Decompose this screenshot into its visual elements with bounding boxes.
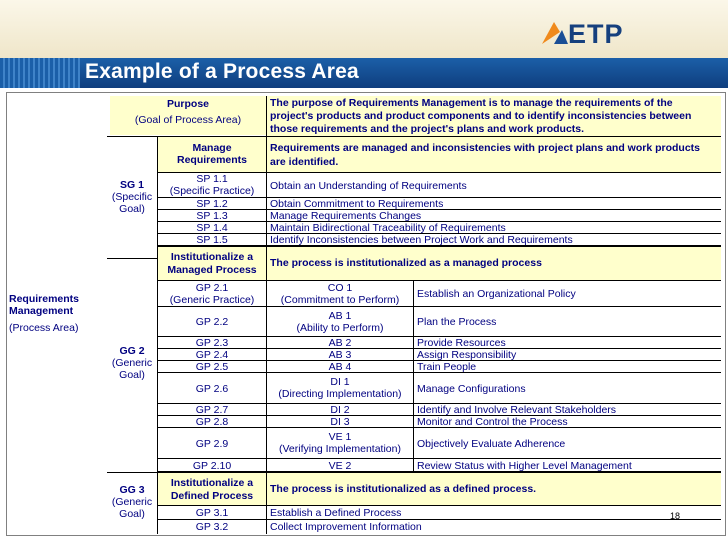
common-feature-id: AB 3 <box>266 349 413 361</box>
purpose-text: The purpose of Requirements Management is to manage the requirements of the project's products and product components and to identify inconsistencies between those requirements and the project's plans and work products. <box>266 96 721 136</box>
gp-id: GP 2.9 <box>157 428 266 459</box>
sg1-title: Manage Requirements <box>157 136 266 173</box>
common-feature-id: DI 1 <box>330 376 350 388</box>
sp-first-cell <box>157 173 266 198</box>
gp-desc: Review Status with Higher Level Management <box>413 459 721 472</box>
sg1-sub: (Specific Goal) <box>111 191 153 215</box>
sp-row-id: SP 1.2 <box>157 198 266 210</box>
gg2-label: GG 2 <box>119 345 145 357</box>
sp-row-id: SP 1.3 <box>157 210 266 222</box>
gp-sub: (Generic Practice) <box>169 294 255 306</box>
logo-text: ETP <box>568 19 624 49</box>
process-area-table <box>6 92 726 536</box>
common-feature-cell <box>266 428 413 459</box>
common-feature-id: VE 1 <box>328 431 352 443</box>
gp-id: GP 2.5 <box>157 361 266 373</box>
sp-row-id: SP 1.5 <box>157 234 266 246</box>
gp-id: GP 2.4 <box>157 349 266 361</box>
gg3-title: Institutionalize a Defined Process <box>157 472 266 506</box>
sg1-label: SG 1 <box>120 179 144 191</box>
sp-first-sub: (Specific Practice) <box>169 185 255 197</box>
gp-id: GP 2.7 <box>157 404 266 416</box>
gp3-id: GP 3.2 <box>157 520 266 534</box>
common-feature-cell <box>266 281 413 307</box>
process-area-name: Requirements Management <box>9 293 80 317</box>
gp-desc: Establish an Organizational Policy <box>413 281 721 307</box>
common-feature-id: DI 3 <box>266 416 413 428</box>
gp3-id: GP 3.1 <box>157 506 266 520</box>
gp-id: GP 2.2 <box>195 316 229 328</box>
common-feature-id: AB 4 <box>266 361 413 373</box>
purpose-label: Purpose <box>110 96 266 110</box>
common-feature-id: VE 2 <box>266 459 413 472</box>
gp-cell <box>157 281 266 307</box>
gp-id: GP 2.3 <box>157 337 266 349</box>
common-feature-id: DI 2 <box>266 404 413 416</box>
gp-cell <box>157 307 266 337</box>
gp-desc: Plan the Process <box>413 307 721 337</box>
sp-row-desc: Obtain Commitment to Requirements <box>266 198 721 210</box>
gp-id: GP 2.6 <box>157 373 266 404</box>
gg2-title: Institutionalize a Managed Process <box>157 246 266 281</box>
gp-desc: Provide Resources <box>413 337 721 349</box>
sg1-cell <box>107 136 157 258</box>
sp-row-desc: Maintain Bidirectional Traceability of Requirements <box>266 222 721 234</box>
sp-first-id: SP 1.1 <box>196 173 228 185</box>
gp-id: GP 2.8 <box>157 416 266 428</box>
page-number: 18 <box>670 511 681 521</box>
gp-id: GP 2.10 <box>157 459 266 472</box>
gp-desc: Manage Configurations <box>413 373 721 404</box>
sp-row-id: SP 1.4 <box>157 222 266 234</box>
gg3-label: GG 3 <box>119 484 145 496</box>
gp-desc: Train People <box>413 361 721 373</box>
gp-desc: Objectively Evaluate Adherence <box>413 428 721 459</box>
title-band-stripes <box>0 58 80 88</box>
gp3-desc: Establish a Defined Process <box>266 506 721 520</box>
gg3-sub: (Generic Goal) <box>111 496 153 520</box>
gg2-sub: (Generic Goal) <box>111 357 153 381</box>
sp-row-desc: Identify Inconsistencies between Project Work and Requirements <box>266 234 721 246</box>
common-feature-sub: (Ability to Perform) <box>296 322 384 334</box>
common-feature-sub: (Verifying Implementation) <box>279 443 401 455</box>
purpose-sub: (Goal of Process Area) <box>110 110 266 135</box>
gg2-cell <box>107 258 157 483</box>
common-feature-id: AB 1 <box>328 310 352 322</box>
gp3-desc: Collect Improvement Information <box>266 520 721 534</box>
common-feature-id: CO 1 <box>327 282 353 294</box>
gg3-cell <box>107 472 157 535</box>
gg2-text: The process is institutionalized as a managed process <box>266 246 721 281</box>
slide-title: Example of a Process Area <box>85 60 359 83</box>
common-feature-id: AB 2 <box>266 337 413 349</box>
gp-id: GP 2.1 <box>195 282 229 294</box>
common-feature-sub: (Directing Implementation) <box>278 388 402 400</box>
common-feature-cell <box>266 373 413 404</box>
common-feature-sub: (Commitment to Perform) <box>280 294 400 306</box>
gg3-text: The process is institutionalized as a defined process. <box>266 472 721 506</box>
gp-desc: Monitor and Control the Process <box>413 416 721 428</box>
gp-desc: Identify and Involve Relevant Stakeholders <box>413 404 721 416</box>
gp-desc: Assign Responsibility <box>413 349 721 361</box>
sp-row-desc: Manage Requirements Changes <box>266 210 721 222</box>
process-area-sub: (Process Area) <box>9 322 79 334</box>
sp-first-desc: Obtain an Understanding of Requirements <box>266 173 721 198</box>
common-feature-cell <box>266 307 413 337</box>
sg1-text: Requirements are managed and inconsistencies with project plans and work products are identified. <box>266 136 721 173</box>
